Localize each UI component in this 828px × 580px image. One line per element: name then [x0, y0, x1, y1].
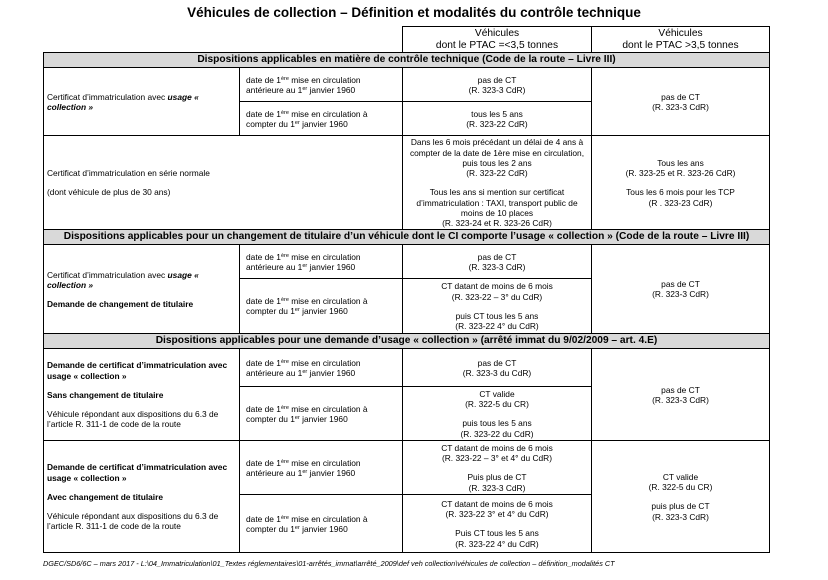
row-label-avec-changement: [44, 441, 240, 553]
cell-line: (R. 323-24 et R. 323-26 CdR): [442, 218, 552, 229]
date-text: janvier 1960: [307, 467, 356, 478]
cell-line: Puis CT tous les 5 ans: [455, 528, 539, 539]
light-serie-cell: [403, 136, 592, 230]
label-usage-collection: usage « collection »: [47, 269, 199, 290]
label-bold: Sans changement de titulaire: [47, 389, 164, 400]
cell-line: (R. 323-3 CdR): [468, 261, 526, 272]
label-bold: Demande de certificat d’immatriculation avec usage « collection »: [47, 462, 228, 483]
cell-line: (R. 323-22 CdR): [466, 118, 528, 129]
light-before-cell: [403, 441, 592, 495]
date-text: date de 1: [246, 457, 281, 468]
date-text: mise en circulation à compter du 1: [246, 403, 368, 424]
cell-line: Dans les 6 mois précédant un délai de 4 ans à compter de la date de 1ère mise en circulation, puis tous les 2 ans: [409, 137, 585, 168]
cell-line: (R. 323-22 4° du CdR): [455, 321, 539, 332]
heavy-cell: [592, 245, 770, 334]
date-text: date de 1: [246, 74, 281, 85]
light-before-cell: [403, 68, 592, 102]
row-label-sans-changement: [44, 349, 240, 441]
light-after-cell: [403, 279, 592, 334]
date-sup: ère: [280, 514, 289, 521]
date-before-1960: [240, 349, 403, 387]
column-header-light-line1: Véhicules: [474, 28, 520, 39]
date-text: janvier 1960: [299, 523, 348, 534]
cell-line: pas de CT: [661, 91, 700, 102]
section-header-3: Dispositions applicables pour une demande d’usage « collection » (arrêté immat du 9/02/2009 – art. 4.E): [44, 334, 770, 349]
cell-line: pas de CT: [477, 74, 517, 85]
date-text: date de 1: [246, 251, 281, 262]
cell-line: CT datant de moins de 6 mois: [441, 442, 553, 453]
section-header-1: Dispositions applicables en matière de contrôle technique (Code de la route – Livre III): [44, 53, 770, 68]
row-label-collection: [44, 68, 240, 136]
date-text: mise en circulation antérieure au 1: [246, 74, 361, 95]
date-sup: er: [294, 307, 300, 314]
date-text: date de 1: [246, 108, 281, 119]
page-title: Véhicules de collection – Définition et modalités du contrôle technique: [187, 5, 641, 20]
date-text: mise en circulation à compter du 1: [246, 296, 368, 317]
inspection-table: [43, 26, 770, 553]
cell-line: (R. 323-3 CdR): [652, 511, 709, 522]
light-after-cell: [403, 495, 592, 553]
cell-line: CT valide: [479, 388, 515, 399]
date-text: date de 1: [246, 296, 281, 307]
date-text: janvier 1960: [299, 413, 348, 424]
cell-line: Tous les ans: [657, 157, 704, 168]
cell-line: puis tous les 5 ans: [462, 418, 532, 429]
cell-line: (R. 323-25 et R. 323-26 CdR): [625, 168, 736, 179]
label-line: Véhicule répondant aux dispositions du 6.3 de l’article R. 311-1 de code de la route: [47, 409, 219, 430]
heavy-cell: [592, 68, 770, 136]
cell-line: CT datant de moins de 6 mois: [441, 498, 553, 509]
date-text: mise en circulation antérieure au 1: [246, 251, 361, 272]
cell-line: (R. 323-22 du CdR): [460, 428, 534, 439]
date-sup: er: [302, 85, 308, 92]
date-text: date de 1: [246, 403, 281, 414]
date-text: janvier 1960: [299, 118, 348, 129]
section-header-2: Dispositions applicables pour un changement de titulaire d’un véhicule dont le CI comporte l’usage « collection » (Code de la route – Livre III): [44, 230, 770, 245]
date-after-1960: [240, 279, 403, 334]
date-sup: ère: [280, 458, 289, 465]
cell-line: pas de CT: [477, 357, 517, 368]
cell-line: tous les 5 ans: [471, 108, 523, 119]
row-label-changement-titulaire: [44, 245, 240, 334]
cell-line: (R. 323-22 3° et 4° du CdR): [445, 509, 549, 520]
light-after-cell: [403, 102, 592, 136]
cell-line: (R. 323-22 CdR): [466, 168, 528, 179]
label-line: Certificat d’immatriculation en série normale: [47, 168, 210, 179]
label-line: Véhicule répondant aux dispositions du 6.3 de l’article R. 311-1 de code de la route: [47, 511, 219, 532]
date-sup: er: [294, 524, 300, 531]
label-text: Certificat d’immatriculation avec: [47, 269, 168, 280]
cell-line: (R. 322-5 du CR): [648, 482, 713, 493]
date-after-1960: [240, 387, 403, 441]
date-sup: er: [294, 119, 300, 126]
date-after-1960: [240, 495, 403, 553]
cell-line: pas de CT: [477, 251, 517, 262]
label-text: Certificat d’immatriculation avec: [47, 91, 168, 102]
date-text: mise en circulation antérieure au 1: [246, 457, 361, 478]
row-label-serie-normale: [44, 136, 403, 230]
date-text: mise en circulation à compter du 1: [246, 513, 368, 534]
date-text: mise en circulation à compter du 1: [246, 108, 368, 129]
label-bold: Demande de changement de titulaire: [47, 299, 194, 310]
date-sup: ère: [280, 358, 289, 365]
cell-line: puis CT tous les 5 ans: [455, 310, 539, 321]
light-before-cell: [403, 349, 592, 387]
cell-line: (R. 323-22 4° du CdR): [455, 538, 539, 549]
date-sup: er: [302, 368, 308, 375]
column-header-row: [44, 27, 770, 53]
date-text: janvier 1960: [299, 306, 348, 317]
label-usage-collection: usage « collection »: [47, 91, 199, 112]
date-text: date de 1: [246, 513, 281, 524]
cell-line: puis plus de CT: [651, 501, 710, 512]
footer-path: DGEC/SD6/6C – mars 2017 - L:\04_Immatriculation\01_Textes réglementaires\01-arrêtés_immat\arrêté_2009\def veh collection\véhicules de collection – définition_modalités CT: [43, 559, 615, 568]
date-before-1960: [240, 68, 403, 102]
date-text: mise en circulation antérieure au 1: [246, 357, 361, 378]
cell-line: (R. 322-5 du CR): [465, 399, 529, 410]
light-before-cell: [403, 245, 592, 279]
cell-line: (R. 323-3 CdR): [468, 482, 526, 493]
date-sup: ère: [280, 252, 289, 259]
date-sup: ère: [280, 297, 289, 304]
cell-line: CT datant de moins de 6 mois: [441, 281, 553, 292]
cell-line: (R. 323-3 du CdR): [462, 367, 532, 378]
cell-line: (R. 323-3 CdR): [652, 101, 709, 112]
heavy-serie-cell: [592, 136, 770, 230]
cell-line: Tous les ans si mention sur certificat d’immatriculation : TAXI, transport public de moins de 10 places: [416, 187, 578, 218]
date-sup: ère: [280, 75, 289, 82]
cell-line: CT valide: [662, 471, 699, 482]
date-after-1960: [240, 102, 403, 136]
cell-line: (R. 323-22 – 3° et 4° du CdR): [441, 453, 553, 464]
cell-line: (R . 323-23 CdR): [648, 197, 713, 208]
column-header-heavy-line1: Véhicules: [658, 28, 703, 39]
cell-line: pas de CT: [661, 384, 700, 395]
date-text: janvier 1960: [307, 84, 356, 95]
date-sup: er: [302, 468, 308, 475]
heavy-cell: [592, 441, 770, 553]
date-text: janvier 1960: [307, 367, 356, 378]
cell-line: Tous les 6 mois pour les TCP: [626, 187, 735, 198]
column-header-light: [403, 27, 592, 53]
cell-line: (R. 323-3 CdR): [468, 84, 526, 95]
column-header-heavy: [592, 27, 770, 53]
cell-line: Puis plus de CT: [467, 472, 527, 483]
cell-line: (R. 323-3 CdR): [652, 394, 709, 405]
date-sup: er: [294, 414, 300, 421]
label-bold: Avec changement de titulaire: [47, 491, 164, 502]
label-bold: Demande de certificat d’immatriculation avec usage « collection »: [47, 360, 228, 381]
heavy-cell: [592, 349, 770, 441]
cell-line: (R. 323-22 – 3° du CdR): [451, 291, 543, 302]
date-sup: ère: [280, 404, 289, 411]
date-text: janvier 1960: [307, 261, 356, 272]
date-sup: er: [302, 262, 308, 269]
header-blank-cell: [44, 27, 403, 53]
light-after-cell: [403, 387, 592, 441]
cell-line: pas de CT: [661, 279, 700, 290]
date-sup: ère: [280, 109, 289, 116]
date-before-1960: [240, 245, 403, 279]
date-before-1960: [240, 441, 403, 495]
column-header-heavy-line2: dont le PTAC >3,5 tonnes: [622, 39, 739, 51]
date-text: date de 1: [246, 357, 281, 368]
cell-line: (R. 323-3 CdR): [652, 289, 709, 300]
column-header-light-line2: dont le PTAC =<3,5 tonnes: [435, 39, 559, 51]
label-line: (dont véhicule de plus de 30 ans): [47, 187, 171, 198]
